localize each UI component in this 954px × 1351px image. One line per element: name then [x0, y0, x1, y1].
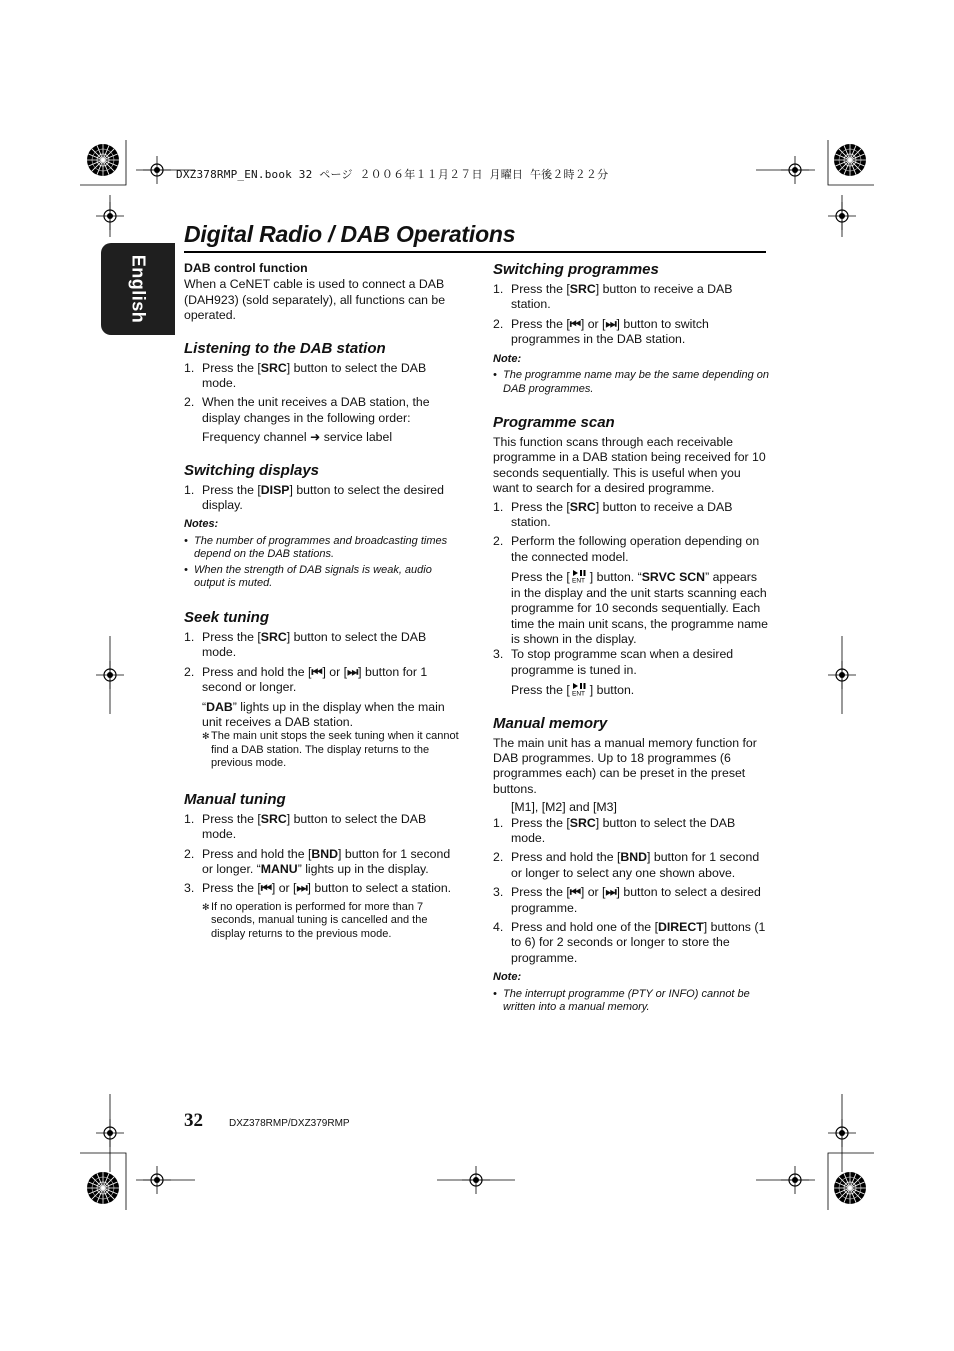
- note-heading: Note:: [493, 352, 522, 365]
- switching-displays-heading: Switching displays: [184, 461, 320, 479]
- seek-tuning-step-2: 2. Press and hold the [⏮] or [⏭] button for 1 second or longer.: [184, 664, 428, 695]
- src-key: SRC: [569, 815, 596, 830]
- previous-track-icon: ⏮: [311, 664, 323, 679]
- manual-memory-step-1: 1. Press the [SRC] button to select the DAB mode.: [493, 815, 736, 845]
- programme-scan-heading: Programme scan: [493, 414, 615, 432]
- listening-step-1: 1. Press the [SRC] button to select the DAB mode.: [184, 360, 427, 391]
- note-item: • The interrupt programme (PTY or INFO) cannot be written into a manual memory.: [493, 987, 750, 1014]
- section-seek-tuning: [184, 609, 460, 771]
- src-key: SRC: [260, 360, 287, 375]
- section-programme-scan: [493, 414, 769, 699]
- svg-text:ENT: ENT: [571, 690, 585, 697]
- section-switching-displays: [184, 462, 460, 591]
- manual-tuning-step-3: 3. Press the [⏮] or [⏭] button to select a station.: [184, 881, 452, 896]
- manual-memory-step-3: 3. Press the [⏮] or [⏭] button to select a desired programme.: [493, 885, 761, 915]
- manual-memory-intro: The main unit has a manual memory function for DAB programmes. Up to 18 programmes (6 programmes each) can be preset in the preset buttons.: [493, 735, 757, 796]
- section-manual-tuning: [184, 791, 460, 942]
- notes-heading: Notes:: [184, 518, 219, 531]
- note-item: • The programme name may be the same depending on DAB programmes.: [493, 369, 769, 395]
- asterisk-note: ✻ If no operation is performed for more than 7 seconds, manual tuning is cancelled and the display returns to the previous mode.: [202, 900, 428, 940]
- programme-scan-step-2: 2. Perform the following operation depending on the connected model.: [493, 534, 760, 564]
- page-number: 32: [184, 1110, 203, 1131]
- next-track-icon: ⏭: [296, 881, 308, 896]
- note-item: • When the strength of DAB signals is weak, audio output is muted.: [184, 563, 432, 590]
- switching-programmes-step-2: 2. Press the [⏮] or [⏭] button to switch programmes in the DAB station.: [493, 316, 709, 347]
- programme-scan-step-3: 3. To stop programme scan when a desired programme is tuned in.: [493, 647, 734, 677]
- previous-track-icon: ⏮: [569, 885, 581, 900]
- src-key: SRC: [260, 629, 287, 644]
- switching-displays-step-1: 1. Press the [DISP] button to select the desired display.: [184, 482, 444, 513]
- manual-memory-step-2: 2. Press and hold the [BND] button for 1 second or longer to select any one shown above.: [493, 850, 760, 880]
- manual-memory-heading: Manual memory: [493, 714, 608, 732]
- direct-key: DIRECT: [657, 920, 704, 934]
- programme-scan-intro: This function scans through each receivable programme in a DAB station being received for 10 seconds sequentially. This is useful when you want to search for a desired programme.: [493, 435, 766, 496]
- listening-order: Frequency channel ➜ service label: [202, 430, 393, 445]
- programme-scan-sub: Press the [ ENT ] button. “SRVC SCN” appears in the display and the unit starts scanning each programme for 10 seconds sequentially. Each time the main unit scans, the programme name is shown in the display.: [511, 570, 768, 646]
- title-rule: [184, 251, 766, 253]
- note-item: • The number of programmes and broadcasting times depend on the DAB stations.: [184, 534, 448, 561]
- play-pause-ent-icon: [570, 569, 590, 583]
- previous-track-icon: ⏮: [569, 316, 581, 331]
- next-track-icon: ⏭: [605, 316, 617, 331]
- page-title: Digital Radio / DAB Operations: [184, 221, 516, 247]
- section-dab-control: [184, 261, 460, 324]
- note-heading: Note:: [493, 971, 522, 984]
- book-file-header: DXZ378RMP_EN.book 32 ページ ２００６年１１月２７日 月曜日 午後２時２２分: [176, 168, 609, 181]
- manual-memory-step-4: 4. Press and hold one of the [DIRECT] buttons (1 to 6) for 2 seconds or longer to store the programme.: [493, 920, 766, 965]
- listening-step-2: 2. When the unit receives a DAB station, the display changes in the following order:: [184, 395, 430, 425]
- seek-tuning-step-1: 1. Press the [SRC] button to select the DAB mode.: [184, 629, 427, 660]
- programme-scan-step-1: 1. Press the [SRC] button to receive a DAB station.: [493, 499, 733, 530]
- dab-control-text: When a CeNET cable is used to connect a DAB (DAH923) (sold separately), all functions can be operated.: [184, 277, 446, 323]
- left-column: [184, 261, 460, 945]
- section-switching-programmes: [493, 261, 769, 396]
- manual-tuning-heading: Manual tuning: [184, 790, 286, 808]
- bnd-key: BND: [311, 846, 339, 861]
- src-key: SRC: [260, 811, 287, 826]
- next-track-icon: ⏭: [347, 664, 359, 679]
- manual-tuning-step-2: 2. Press and hold the [BND] button for 1 second or longer. “MANU” lights up in the display.: [184, 846, 451, 877]
- src-key: SRC: [569, 499, 596, 514]
- language-tab-label: English: [128, 254, 149, 324]
- src-key: SRC: [569, 282, 596, 296]
- section-listening: [184, 340, 460, 446]
- switching-programmes-step-1: 1. Press the [SRC] button to receive a DAB station.: [493, 282, 733, 312]
- asterisk-note: ✻ The main unit stops the seek tuning when it cannot find a DAB station. The display returns to the previous mode.: [202, 730, 459, 770]
- bnd-key: BND: [620, 850, 648, 865]
- section-manual-memory: [493, 715, 769, 1015]
- manual-tuning-step-1: 1. Press the [SRC] button to select the DAB mode.: [184, 811, 427, 842]
- programme-scan-sub-2: Press the [ ENT ] button.: [511, 683, 635, 698]
- listening-heading: Listening to the DAB station: [184, 339, 386, 357]
- previous-track-icon: ⏮: [260, 881, 272, 896]
- next-track-icon: ⏭: [605, 885, 617, 900]
- right-column: [493, 261, 769, 1017]
- switching-programmes-heading: Switching programmes: [493, 261, 659, 278]
- preset-list: [M1], [M2] and [M3]: [511, 800, 617, 815]
- svg-text:ENT: ENT: [571, 577, 585, 584]
- language-tab: [101, 243, 175, 335]
- dab-control-heading: DAB control function: [184, 261, 308, 275]
- play-pause-ent-icon: [570, 682, 590, 696]
- disp-key: DISP: [260, 482, 290, 497]
- seek-tuning-sub: “DAB” lights up in the display when the main unit receives a DAB station.: [202, 699, 445, 729]
- model-footer: DXZ378RMP/DXZ379RMP: [229, 1118, 350, 1129]
- seek-tuning-heading: Seek tuning: [184, 608, 270, 626]
